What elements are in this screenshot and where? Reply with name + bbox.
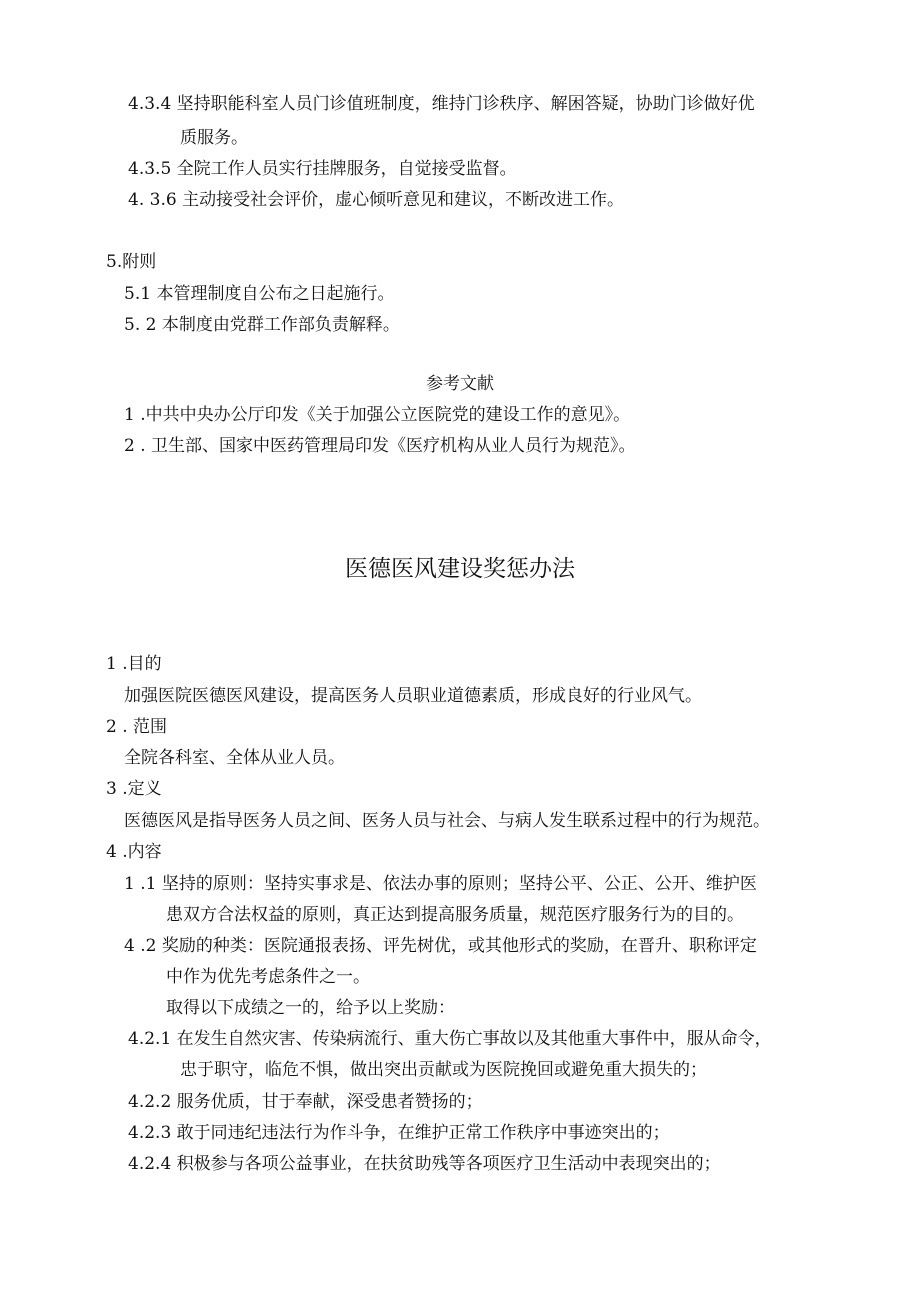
document-title: 医德医风建设奖惩办法 (345, 556, 575, 582)
item-4-2-1-line2: 忠于职守，临危不惧，做出突出贡献或为医院挽回或避免重大损失的； (180, 1060, 707, 1080)
references-heading: 参考文献 (426, 374, 494, 394)
item-5-1: 5.1 本管理制度自公布之日起施行。 (124, 284, 395, 304)
section-2-heading: 2 . 范围 (106, 717, 168, 737)
reference-1: 1 .中共中央办公厅印发《关于加强公立医院党的建设工作的意见》。 (124, 405, 631, 425)
section-1-heading: 1 .目的 (106, 654, 162, 674)
item-4-2-4: 4.2.4 积极参与各项公益事业，在扶贫助残等各项医疗卫生活动中表现突出的； (128, 1154, 721, 1174)
item-4-2-line2: 中作为优先考虑条件之一。 (166, 967, 370, 987)
item-4-1-line1: 1 .1 坚持的原则：坚持实事求是、依法办事的原则；坚持公平、公正、公开、维护医 (124, 874, 757, 894)
section-5-heading: 5.附则 (106, 252, 157, 272)
item-4-2-3: 4.2.3 敢于同违纪违法行为作斗争，在维护正常工作秩序中事迹突出的； (128, 1123, 670, 1143)
item-4-3-6: 4. 3.6 主动接受社会评价，虚心倾听意见和建议，不断改进工作。 (128, 190, 625, 210)
section-2-body: 全院各科室、全体从业人员。 (124, 748, 345, 768)
section-3-heading: 3 .定义 (106, 779, 162, 799)
item-4-1-line2: 患双方合法权益的原则，真正达到提高服务质量，规范医疗服务行为的目的。 (166, 905, 744, 925)
section-1-body: 加强医院医德医风建设，提高医务人员职业道德素质，形成良好的行业风气。 (124, 686, 702, 706)
item-5-2: 5. 2 本制度由党群工作部负责解释。 (124, 315, 400, 335)
section-3-body: 医德医风是指导医务人员之间、医务人员与社会、与病人发生联系过程中的行为规范。 (124, 811, 770, 831)
item-4-2-1-line1: 4.2.1 在发生自然灾害、传染病流行、重大伤亡事故以及其他重大事件中，服从命令， (128, 1029, 772, 1049)
item-4-2-line3: 取得以下成绩之一的，给予以上奖励： (166, 998, 455, 1018)
reference-2: 2 . 卫生部、国家中医药管理局印发《医疗机构从业人员行为规范》。 (124, 436, 636, 456)
item-4-2-line1: 4 .2 奖励的种类：医院通报表扬、评先树优，或其他形式的奖励，在晋升、职称评定 (124, 936, 757, 956)
section-4-heading: 4 .内容 (106, 842, 162, 862)
item-4-2-2: 4.2.2 服务优质，甘于奉献，深受患者赞扬的； (128, 1092, 483, 1112)
item-4-3-4-line2: 质服务。 (180, 128, 248, 148)
item-4-3-4-line1: 4.3.4 坚持职能科室人员门诊值班制度，维持门诊秩序、解困答疑，协助门诊做好优 (128, 94, 755, 114)
item-4-3-5: 4.3.5 全院工作人员实行挂牌服务，自觉接受监督。 (128, 159, 517, 179)
